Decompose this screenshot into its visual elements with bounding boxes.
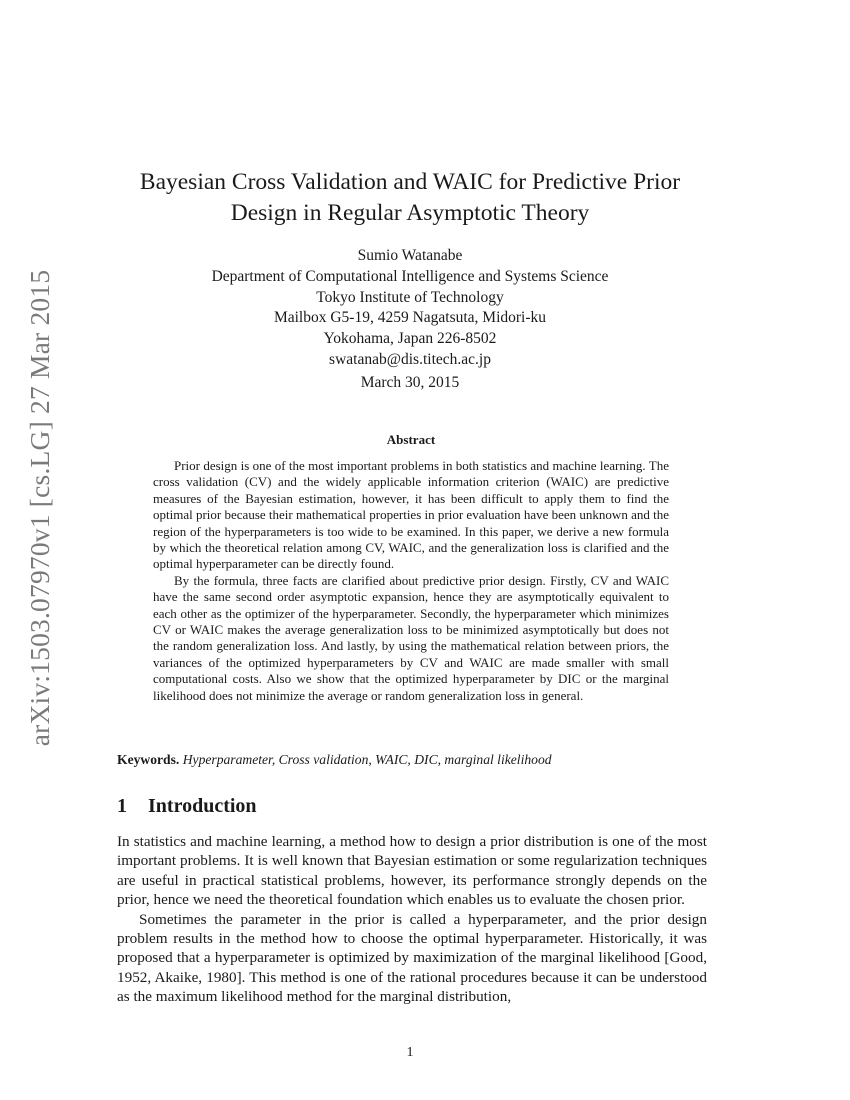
author-block: [120, 246, 700, 371]
author-department: Department of Computational Intelligence and Systems Science: [211, 267, 609, 285]
author-email[interactable]: swatanab@dis.titech.ac.jp: [329, 350, 491, 368]
section-heading: [117, 795, 257, 818]
title-line-1: Bayesian Cross Validation and WAIC for Predictive Prior: [139, 169, 681, 195]
author-city: Yokohama, Japan 226-8502: [323, 330, 497, 348]
abstract-paragraph: Prior design is one of the most important problems in both statistics and machine learning. The cross validation (CV) and the widely applicable information criterion (WAIC) are predictive measures of the Bayesian estimation, however, it has been difficult to apply them to find the optimal prior because their mathematical properties in prior evaluation have been unknown and the region of the hyperparameters is too wide to be examined. In this paper, we derive a new formula by which the theoretical relation among CV, WAIC, and the generalization loss is clarified and the optimal hyperparameter can be directly found.: [153, 458, 669, 572]
page-number: 1: [406, 1045, 414, 1060]
arxiv-identifier-stamp: arXiv:1503.07970v1 [cs.LG] 27 Mar 2015: [24, 269, 55, 747]
introduction-body: [117, 832, 707, 1007]
abstract-body: [153, 458, 669, 704]
author-institute: Tokyo Institute of Technology: [316, 288, 504, 306]
author-name: Sumio Watanabe: [357, 247, 463, 264]
abstract-heading: Abstract: [386, 432, 436, 447]
body-paragraph: In statistics and machine learning, a method how to design a prior distribution is one of the most important problems. It is well known that Bayesian estimation or some regularization techniques are useful in practical statistical problems, however, its performance strongly depends on the prior, hence we need the theoretical foundation which enables us to evaluate the chosen prior.: [117, 833, 707, 909]
keywords-line: [117, 752, 717, 768]
author-mailbox: Mailbox G5-19, 4259 Nagatsuta, Midori-ku: [273, 309, 547, 327]
paper-date: March 30, 2015: [360, 374, 460, 391]
section-title: Introduction: [148, 795, 257, 817]
body-paragraph: Sometimes the parameter in the prior is called a hyperparameter, and the prior design problem results in the method how to choose the optimal hyperparameter. Historically, it was proposed that a hyperparameter is optimized by maximization of the marginal likelihood [Good, 1952, Akaike, 1980]. This method is one of the rational procedures because it can be understood as the maximum likelihood method for the marginal distribution,: [117, 910, 707, 1006]
keywords-label: Keywords.: [117, 752, 180, 767]
title-line-2: Design in Regular Asymptotic Theory: [230, 200, 590, 226]
abstract-paragraph: By the formula, three facts are clarified about predictive prior design. Firstly, CV and WAIC have the same second order asymptotic expansion, hence they are asymptotically equivalent to each other as the optimizer of the hyperparameter. Secondly, the hyperparameter which minimizes CV or WAIC makes the average generalization loss to be minimized asymptotically but does not the random generalization loss. And lastly, by using the mathematical relation between priors, the variances of the optimized hyperparameters by CV and WAIC are made smaller with small computational costs. Also we show that the optimized hyperparameter by DIC or the marginal likelihood does not minimize the average or random generalization loss in general.: [153, 572, 669, 703]
section-number: 1: [117, 795, 127, 817]
paper-title: [95, 167, 725, 229]
keywords-text: Hyperparameter, Cross validation, WAIC, DIC, marginal likelihood: [182, 752, 552, 767]
